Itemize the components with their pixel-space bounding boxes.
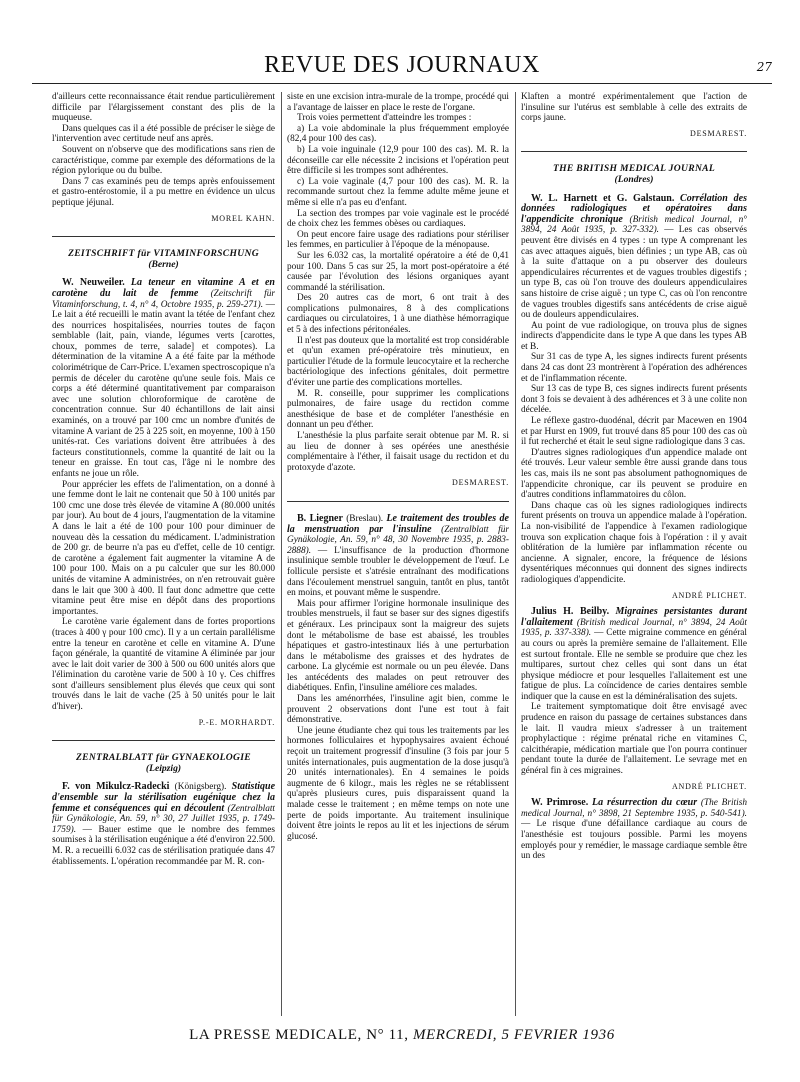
- article-author: W. Neuweiler.: [62, 277, 125, 289]
- article-body: — L'insuffisance de la production d'hormone insulinique semble troubler le développement de l'œuf. Le follicule persiste et s'atrésie entraînant des modifications dans l'écoulement menstruel sanguin, tantôt en plus, tantôt en moins, et pouvant même le suspendre.: [287, 545, 509, 599]
- column-divider: [515, 92, 516, 1016]
- journal-place: (Londres): [614, 173, 654, 185]
- article-title: La résurrection du cœur: [592, 797, 698, 809]
- paragraph: Il n'est pas douteux que la mortalité est trop considérable et qu'un examen pré-opératoire très minutieux, en particulier l'étude de la formule leucocytaire et la recherche bactériologique des infections génitales, doit permettre d'éviter une partie des complications mortelles.: [287, 335, 509, 389]
- article-title: Le traitement des troubles de la menstruation par l'insuline: [287, 512, 509, 535]
- paragraph: c) La voie vaginale (4,7 pour 100 des cas). M. R. la recommande surtout chez la femme adulte même jeune et même si elle n'a pas eu d'enfant.: [287, 176, 509, 208]
- paragraph: L'anesthésie la plus parfaite serait obtenue par M. R. si au lieu de donner à ses opérées une anesthésie complémentaire à l'éther, il faisait usage du rectidon et du protoxyde d'azote.: [287, 431, 509, 473]
- paragraph: Mais pour affirmer l'origine hormonale insulinique des troubles menstruels, il faut se baser sur des signes digestifs et généraux. Les principaux sont la maigreur des sujets dont le métabolisme de base est abaissé, les troubles hépatiques et gastro-intestinaux liés à une perturbation dans le métabolisme des graisses et des hydrates de carbone. La glycémie est normale ou un peu élevée. Dans les antécédents des malades on peut retrouver des diabétiques. Enfin, l'insuline améliore ces malades.: [287, 598, 509, 694]
- section-separator: [521, 151, 747, 152]
- paragraph: Le traitement symptomatique doit être envisagé avec prudence en raison du passage de certaines substances dans le lait. Il vaudra mieux s'adresser à un traitement prophylactique : régime prénatal riche en vitamines C, calcithérapie, médication martiale que l'on pourra continuer pendant toute la durée de l'allaitement. Le sevrage met en général fin à ces migraines.: [521, 702, 747, 777]
- paragraph: Le réflexe gastro-duodénal, décrit par Macewen en 1904 et par Hurst en 1909, fut trouvé dans 85 pour 100 des cas où il fut recherché et était le seul signe radiologique dans 3 cas.: [521, 416, 747, 448]
- signature: DESMAREST.: [690, 128, 747, 138]
- paragraph: Pour apprécier les effets de l'alimentation, on a donné à une femme dont le lait ne contenait que 50 à 100 unités par 100 cmc une dose très élevée de vitamine A (80.000 unités par jour). Au bout de 4 jours, l'augmentation de la vitamine A dans le lait a été de 100 pour 100 pour diminuer de nouveau dès la cessation du médicament. L'administration de 200 gr. de beurre n'a pas eu d'effet, celle de 10 centigr. de carotène a également fait augmenter la vitamine A de 100 pour 100. Mais on a pu calculer que sur les 80.000 unités de vitamine A administrées, on n'en retrouvait guère dans le lait que 300 à 400. Il faut donc admettre que cette vitamine peut être mise en dépôt dans des proportions importantes.: [52, 479, 275, 617]
- article-body: — Cette migraine commence en général au cours ou après la première semaine de l'allaitement. Elle est surtout frontale. Elle ne semble se produire que chez les multipares, surtout chez celles qui sont dans un état physique médiocre et pour lesquelles l'allaitement est une fatigue de plus. La coïncidence de caries dentaires semble indiquer que la cause en est la déminéralisation des sujets.: [521, 628, 747, 702]
- article-author: Julius H. Beilby.: [531, 606, 610, 618]
- signature: MOREL KAHN.: [211, 213, 275, 223]
- article-title: Statistique d'ensemble sur la stérilisation eugénique chez la femme et conséquences qui en découlent: [52, 781, 275, 814]
- journal-heading: THE BRITISH MEDICAL JOURNAL: [552, 163, 716, 175]
- section-separator: [52, 740, 275, 741]
- masthead: [32, 30, 772, 82]
- journal-heading: ZENTRALBLATT für GYNAEKOLOGIE: [75, 752, 251, 764]
- article-author: W. Primrose.: [531, 797, 589, 809]
- paragraph: Dans chaque cas où les signes radiologiques indirects furent présents on trouva un appendice malade à l'opération. La non-visibilité de l'appendice à l'examen radiologique trouva son explication chaque fois à l'opération : il y avait oblitération de la lumière par inflammation récente ou ancienne. A signaler, encore, la fréquence de lésions dysentériques méconnues qui donnent des signes indirects radiologiques d'appendicite.: [521, 500, 747, 585]
- paragraph: Au point de vue radiologique, on trouva plus de signes indirects d'appendicite dans le type A que dans les types AB et B.: [521, 320, 747, 352]
- author-affiliation: (Breslau).: [346, 513, 384, 524]
- article-citation: (Zentralblatt für Gynäkologie, An. 59, n° 30, 27 Juillet 1935, p. 1749-1759).: [52, 803, 275, 835]
- article-body: — Le risque d'une défaillance cardiaque au cours de l'anesthésie est toujours possible. Parmi les moyens employés pour y remédier, le massage cardiaque semble être un des: [521, 819, 747, 862]
- article-abstract: [521, 798, 747, 862]
- paragraph: Dans quelques cas il a été possible de préciser le siège de l'intervention avec certitude neuf ans après.: [52, 123, 275, 145]
- paragraph: Dans les aménorrhées, l'insuline agit bien, comme le prouvent 2 observations dont l'une est tout à fait démonstrative.: [287, 694, 509, 726]
- signature: ANDRÉ PLICHET.: [671, 781, 747, 791]
- article-title: La teneur en vitamine A et en carotène du lait de femme: [52, 277, 275, 299]
- footer-date: 5 FEVRIER 1936: [501, 1027, 615, 1043]
- paragraph: Dans 7 cas examinés peu de temps après enfouissement et gastro-entérostomie, il a pu mettre en évidence un ulcus peptique jéjunal.: [52, 176, 275, 208]
- footer-journal: LA PRESSE MEDICALE,: [189, 1027, 362, 1043]
- paragraph: On peut encore faire usage des radiations pour stériliser les femmes, en particulier à l'époque de la ménopause.: [287, 229, 509, 251]
- signature: DESMAREST.: [452, 478, 509, 488]
- paragraph: Sur 31 cas de type A, les signes indirects furent présents dans 24 cas dont 23 montrèrent à l'opération des adhérences et de l'inflammation récente.: [521, 352, 747, 384]
- paragraph: siste en une excision intra-murale de la trompe, procédé qui a l'avantage de laisser en place le reste de l'organe.: [287, 92, 509, 113]
- paragraph: Des 20 autres cas de mort, 6 ont trait à des complications pulmonaires, 8 à des complications cardiaques ou circulatoires, 1 à une diathèse hémorragique et 5 à des infections péritonéales.: [287, 293, 509, 336]
- article-body: — Bauer estime que le nombre des femmes soumises à la stérilisation eugénique a été d'environ 22.500. M. R. a recueilli 6.032 cas de stérilisation pratiquée dans 47 établissements. L'opération recommandée par M. R. con-: [52, 824, 275, 867]
- column-1: [52, 92, 275, 1016]
- paragraph: d'ailleurs cette reconnaissance était rendue particulièrement difficile par l'élargissement constant des plis de la muqueuse.: [52, 92, 275, 124]
- article-abstract: [287, 514, 509, 599]
- article-abstract: [52, 782, 275, 867]
- article-citation: (The British medical Journal, n° 3898, 21 Septembre 1935, p. 540-541).: [521, 798, 747, 819]
- journal-place: (Berne): [148, 258, 179, 270]
- article-body: — Le lait a été recueilli le matin avant la tétée de l'enfant chez des nourrices hospitalisées, nourries toutes de façon semblable (lait, pain, viande, légumes verts [carottes, choux, pommes de terre, salade] et compotes). La détermination de la vitamine A a été faite par la méthode colorimétrique de Carr-Price. L'examen spectroscopique n'a permis de déceler du carotène qu'une seule fois. Mais ce corps a été déterminé quantitativement par comparaison avec une solution chloroformique de carotène de concentration connue. Sur 40 échantillons de lait ainsi examinés, on a trouvé par 100 cmc un nombre d'unités de vitamine A variant de 25 à 225 soit, en moyenne, 100 à 150 unités-rat. Ces variations doivent être attribuées à des facteurs constitutionnels, comme la quantité de lait ou la teneur en graisse. En tout cas, l'âge ni le nombre des enfants ne joue un rôle.: [52, 299, 275, 479]
- paragraph: Klaften a montré expérimentalement que l'action de l'insuline sur l'utérus est semblable à celle des extraits de corps jaune.: [521, 92, 747, 124]
- section-separator: [52, 236, 275, 237]
- paragraph: Sur les 6.032 cas, la mortalité opératoire a été de 0,41 pour 100. Dans 5 cas sur 25, la mort post-opératoire a été causée par l'évolution des lésions organiques ayant commandé la stérilisation.: [287, 250, 509, 293]
- column-2: [287, 92, 509, 1016]
- paragraph: La section des trompes par voie vaginale est le procédé de choix chez les femmes obèses ou cardiaques.: [287, 208, 509, 230]
- journal-heading: ZEITSCHRIFT für VITAMINFORSCHUNG: [68, 248, 259, 260]
- signature: ANDRÉ PLICHET.: [671, 590, 747, 600]
- paragraph: Trois voies permettent d'atteindre les trompes :: [297, 113, 472, 124]
- article-title: Corrélation des données radiologiques et opératoires dans l'appendicite chronique: [521, 192, 747, 225]
- article-abstract: [52, 278, 275, 479]
- signature: P.-E. MORHARDT.: [198, 717, 275, 727]
- footer-day: MERCREDI,: [412, 1027, 498, 1043]
- article-author: F. von Mikulcz-Radecki: [62, 781, 170, 793]
- article-citation: (Zentralblatt für Gynäkologie, An. 59, n° 48, 30 Novembre 1935, p. 2883-2888).: [287, 524, 509, 556]
- journal-place: (Leipzig): [145, 762, 182, 774]
- author-affiliation: (Königsberg).: [174, 782, 227, 793]
- header-rule: [32, 83, 772, 84]
- paragraph: a) La voie abdominale la plus fréquemment employée (82,4 pour 100 des cas).: [287, 123, 509, 145]
- section-separator: [287, 501, 509, 502]
- article-citation: (British medical Journal, n° 3894, 24 Août 1935, p. 327-332).: [521, 214, 747, 236]
- paragraph: Le carotène varie également dans de fortes proportions (traces à 400 γ pour 100 cmc). Il y a un certain parallélisme entre la teneur en carotène et celle en vitamine A. D'une façon générale, la quantité de vitamine A éliminée par jour avec le lait doit varier de 300 à 500 ou 600 unités alors que l'élimination du carotène varie de 500 à 10 γ. Ces chiffres sont d'ailleurs sensiblement plus élevés que ceux qui sont trouvés dans le lait de vache (25 à 50 unités pour le lait d'hiver).: [52, 617, 275, 713]
- article-citation: (British medical Journal, n° 3894, 24 Août 1935, p. 337-338).: [521, 617, 747, 639]
- article-abstract: [521, 607, 747, 702]
- article-abstract: [521, 194, 747, 321]
- paragraph: M. R. conseille, pour supprimer les complications pulmonaires, de faire usage du rectidon comme anesthésique de base et de compléter l'anesthésie en donnant un peu d'éther.: [287, 388, 509, 431]
- article-author: W. L. Harnett et G. Galstaun.: [531, 192, 675, 204]
- article-body: — Les cas observés peuvent être divisés en 4 types : un type A comprenant les cas avec attaques aiguës, bien définies ; un type AB, cas où à la suite d'attaque on a pu observer des douleurs appendiculaires récurrentes et de vagues troubles digestifs ; un type B, cas où l'on trouve des douleurs appendiculaires sans histoire de crise aiguë ; un type C, cas où l'on rencontre de vagues troubles digestifs sans antécédents de crise aiguë ou de douleurs appendiculaires.: [521, 225, 747, 321]
- paragraph: D'autres signes radiologiques d'un appendice malade ont été trouvés. Leur valeur semble être aussi grande dans tous les cas, mais ils ne sont pas absolument pathognomiques de l'appendicite chronique, car ils peuvent se produire en d'autres conditions inflammatoires du côlon.: [521, 447, 747, 501]
- footer-issue: N° 11,: [366, 1027, 409, 1043]
- paragraph: Sur 13 cas de type B, ces signes indirects furent présents dont 3 fois se devaient à des adhérences et 3 à une colite non décelée.: [521, 384, 747, 416]
- page-footer: [52, 1027, 752, 1044]
- paragraph: b) La voie inguinale (12,9 pour 100 des cas). M. R. la déconseille car elle nécessite 2 incisions et l'opération peut être difficile si les trompes sont adhérentes.: [287, 144, 509, 177]
- article-author: B. Liegner: [297, 512, 343, 524]
- article-title: Migraines persistantes durant l'allaitement: [521, 606, 747, 628]
- article-citation: (Zeitschrift für Vitaminforschung, t. 4, n° 4, Octobre 1935, p. 259-271).: [52, 288, 275, 310]
- paragraph: Souvent on n'observe que des modifications sans rien de caractéristique, comme par exemple des déformations de la région pylorique ou du bulbe.: [52, 144, 275, 177]
- column-divider: [281, 92, 282, 1016]
- journal-section-title: REVUE DES JOURNAUX: [264, 52, 540, 78]
- paragraph: Une jeune étudiante chez qui tous les traitements par les hormones folliculaires et hypophysaires avaient échoué reçoit un traitement progressif d'insuline (3 fois par jour 5 unités internationales, puis augmentation de la dose jusqu'à 20 unités internationales). En 4 semaines le poids augmente de 6 kilogr., mais les règles ne se rétablissent qu'après plusieurs cures, puis disparaissent quand la malade cesse le traitement ; en même temps on note une perte de poids importante. Au traitement insulinique doivent être joints le repos au lit et les injections de sérum glucosé.: [287, 725, 509, 842]
- column-3: [521, 92, 747, 1016]
- page-number: 27: [756, 60, 772, 74]
